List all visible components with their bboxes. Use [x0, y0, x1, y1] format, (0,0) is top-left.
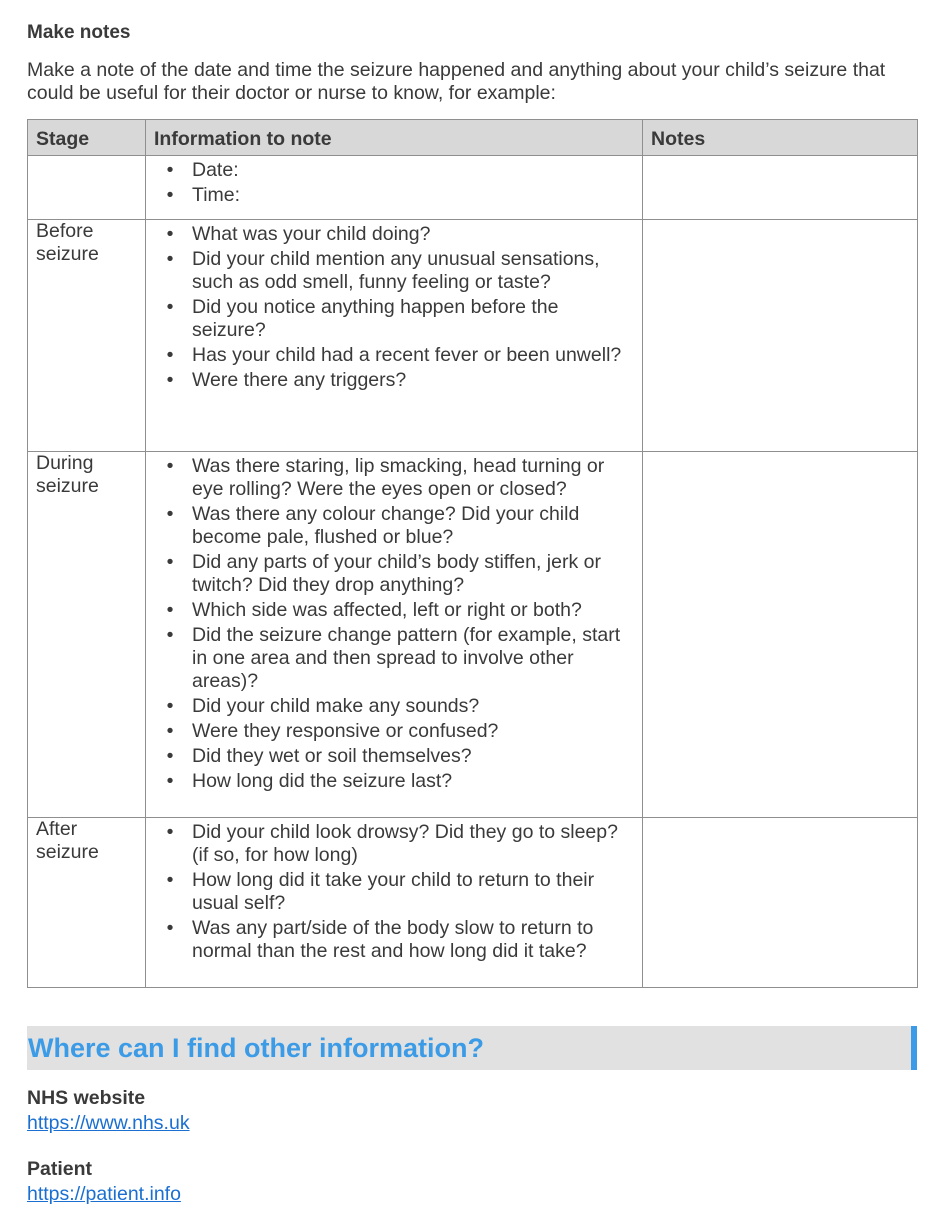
- intro-paragraph: Make a note of the date and time the seizure happened and anything about your child’s seizure that could be useful for their doctor or nurse to know, for example:: [27, 59, 886, 104]
- list-item: • Did your child look drowsy? Did they go to sleep? (if so, for how long): [192, 821, 634, 867]
- info-cell: [146, 818, 643, 988]
- list-item: • Were they responsive or confused?: [192, 720, 634, 743]
- resource-nhs: [27, 1086, 917, 1136]
- table-row-after-seizure: [28, 818, 918, 988]
- banner-accent-bar: [911, 1026, 917, 1070]
- list-item: • Was there any colour change? Did your child become pale, flushed or blue?: [192, 503, 634, 549]
- notes-cell[interactable]: [643, 220, 918, 452]
- table-row-before-seizure: [28, 220, 918, 452]
- bullet-icon: •: [166, 695, 174, 717]
- list-item: • Has your child had a recent fever or been unwell?: [192, 344, 634, 367]
- stage-cell: After seizure: [28, 818, 146, 988]
- list-item: • Did your child make any sounds?: [192, 695, 634, 718]
- bullet-icon: •: [166, 869, 174, 891]
- document-page: [27, 20, 917, 1207]
- info-cell: [146, 156, 643, 220]
- list-item: • Did your child mention any unusual sensations, such as odd smell, funny feeling or taste?: [192, 248, 634, 294]
- bullet-icon: •: [166, 159, 174, 181]
- bullet-icon: •: [166, 720, 174, 742]
- info-cell: [146, 452, 643, 818]
- list-item: • Did they wet or soil themselves?: [192, 745, 634, 768]
- bullet-icon: •: [166, 770, 174, 792]
- list-item: • Time:: [192, 184, 634, 207]
- bullet-icon: •: [166, 223, 174, 245]
- bullet-icon: •: [166, 296, 174, 318]
- list-item: • Which side was affected, left or right or both?: [192, 599, 634, 622]
- list-item: • Was there staring, lip smacking, head turning or eye rolling? Were the eyes open or closed?: [192, 455, 634, 501]
- bullet-icon: •: [166, 821, 174, 843]
- table-row-date-time: [28, 156, 918, 220]
- bullet-icon: •: [166, 184, 174, 206]
- table-header-row: [28, 120, 918, 156]
- resource-link[interactable]: https://www.nhs.uk: [27, 1112, 190, 1134]
- info-list: [154, 159, 634, 207]
- bullet-icon: •: [166, 455, 174, 477]
- more-info-banner: [27, 1026, 917, 1070]
- seizure-notes-table: [27, 119, 918, 988]
- list-item: • Did any parts of your child’s body stiffen, jerk or twitch? Did they drop anything?: [192, 551, 634, 597]
- header-notes: Notes: [643, 120, 918, 156]
- resource-link[interactable]: https://patient.info: [27, 1183, 181, 1205]
- notes-cell[interactable]: [643, 818, 918, 988]
- list-item: • Were there any triggers?: [192, 369, 634, 392]
- bullet-icon: •: [166, 745, 174, 767]
- resource-patient: [27, 1157, 917, 1207]
- resource-name: NHS website: [27, 1087, 146, 1109]
- bullet-icon: •: [166, 624, 174, 646]
- stage-cell: [28, 156, 146, 220]
- info-cell: [146, 220, 643, 452]
- list-item: • Date:: [192, 159, 634, 182]
- notes-cell[interactable]: [643, 452, 918, 818]
- list-item: • Did the seizure change pattern (for example, start in one area and then spread to involve other areas)?: [192, 624, 634, 693]
- stage-cell: Before seizure: [28, 220, 146, 452]
- bullet-icon: •: [166, 551, 174, 573]
- list-item: • Was any part/side of the body slow to return to normal than the rest and how long did it take?: [192, 917, 634, 963]
- bullet-icon: •: [166, 503, 174, 525]
- notes-cell[interactable]: [643, 156, 918, 220]
- list-item: • How long did it take your child to return to their usual self?: [192, 869, 634, 915]
- bullet-icon: •: [166, 917, 174, 939]
- list-item: • Did you notice anything happen before the seizure?: [192, 296, 634, 342]
- section-heading: Make notes: [27, 22, 131, 43]
- list-item: • What was your child doing?: [192, 223, 634, 246]
- more-info-heading: Where can I find other information?: [28, 1033, 485, 1063]
- info-list: [154, 455, 634, 793]
- bullet-icon: •: [166, 344, 174, 366]
- bullet-icon: •: [166, 599, 174, 621]
- header-stage: Stage: [28, 120, 146, 156]
- bullet-icon: •: [166, 248, 174, 270]
- list-item: • How long did the seizure last?: [192, 770, 634, 793]
- header-information: Information to note: [146, 120, 643, 156]
- stage-cell: During seizure: [28, 452, 146, 818]
- info-list: [154, 223, 634, 392]
- info-list: [154, 821, 634, 963]
- bullet-icon: •: [166, 369, 174, 391]
- resource-name: Patient: [27, 1158, 93, 1180]
- table-row-during-seizure: [28, 452, 918, 818]
